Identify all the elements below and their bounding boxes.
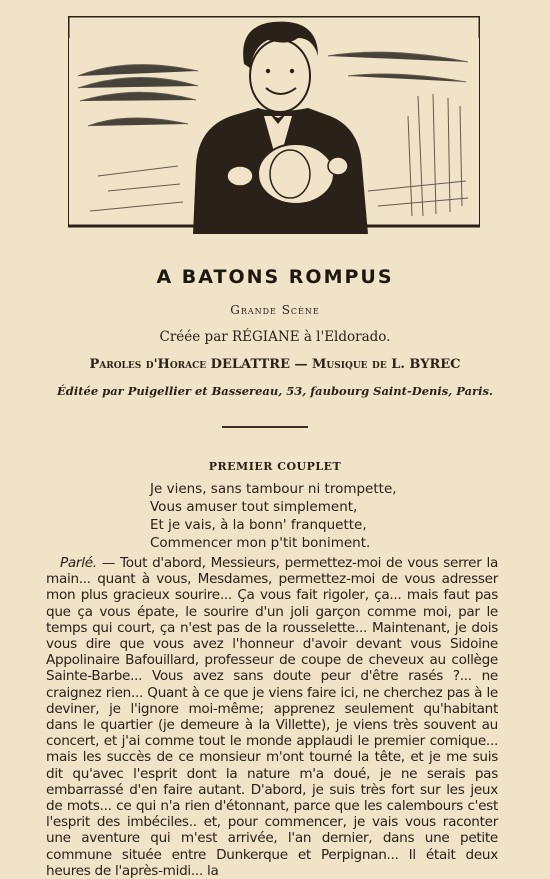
divider [222, 426, 308, 428]
spoken-lead: Parlé. [60, 555, 97, 571]
credits-line: Paroles d'Horace DELATTRE — Musique de L. BYREC [89, 357, 461, 372]
couplet-heading: PREMIER COUPLET [208, 460, 342, 473]
hand-left [227, 166, 253, 186]
illustration-singer [68, 16, 480, 234]
subtitle: Grande Scène [230, 303, 320, 317]
spoken-text [46, 555, 498, 879]
verse-block [150, 480, 397, 552]
verse-line: Je viens, sans tambour ni trompette, [150, 481, 397, 497]
page-title: A BATONS ROMPUS [156, 266, 394, 288]
hand-right [328, 157, 348, 175]
editor-line: Éditée par Puigellier et Bassereau, 53, faubourg Saint-Denis, Paris. [57, 384, 493, 398]
verse-line: Commencer mon p'tit boniment. [150, 535, 371, 551]
verse-line: Vous amuser tout simplement, [150, 499, 358, 515]
spoken-body: — Tout d'abord, Messieurs, permettez-moi de vous serrer la main... quant à vous, Mesdames, permettez-moi de vous adresser mon plus gracieux sourire... Ça vous fait rigoler, ça... mais faut pas que ça vous épate, le sourire d'un joli garçon comme moi, par le temps qui court, ça n'est pas de la rousselette... Maintenant, je dois vous dire que vous avez l'honneur d'avoir devant vous Sidoine Appolinaire Bafouillard, professeur de coupe de cheveux au collège Sainte-Barbe... Vous avez sans doute peur d'être rasés ?... ne craignez rien... Quant à ce que je viens faire ici, ne cherchez pas à le deviner, je l'ignore moi-même; apprenez seulement qu'habitant dans le quartier (je demeure à la Villette), je viens très souvent au concert, et j'ai comme tout le monde applaudi le premier comique... mais les succès de ce monsieur m'ont tourné la tête, et je me suis dit qu'avec l'esprit dont la nature m'a doué, je ne serais pas embarrassé d'en faire autant. D'abord, je suis très fort sur les jeux de mots... ce qui n'a rien d'étonnant, parce que les calembours c'est l'esprit des imbéciles.. et, pour commencer, je vais vous raconter une aventure qui m'est arrivée, l'an dernier, dans une petite commune située entre Dunkerque et Perpignan... Il était deux heures de l'après-midi... la [46, 555, 498, 879]
creation-line: Créée par RÉGIANE à l'Eldorado. [159, 329, 391, 345]
verse-line: Et je vais, à la bonn' franquette, [150, 517, 367, 533]
head [250, 40, 310, 112]
